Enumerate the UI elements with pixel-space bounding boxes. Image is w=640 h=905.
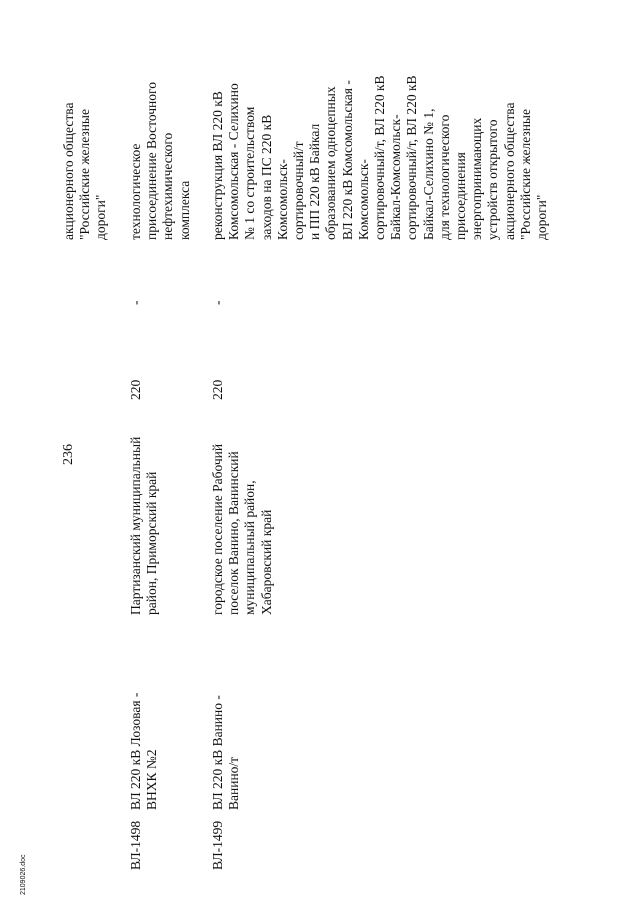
row-location: Партизанский муниципальный район, Приморский край <box>128 436 160 615</box>
row-line-name: ВЛ 220 кВ Ванино - Ванино/т <box>210 695 242 810</box>
footer-filename: 2109026.doc <box>20 854 27 895</box>
row-code: ВЛ-1498 <box>128 820 143 870</box>
row-code: ВЛ-1499 <box>210 820 225 870</box>
row-voltage: 220 <box>128 379 143 400</box>
row-voltage: 220 <box>210 379 225 400</box>
row-purpose: технологическое присоединение Восточного нефтехимического комплекса <box>128 82 192 240</box>
page-number: 236 <box>61 444 76 465</box>
row-line-name: ВЛ 220 кВ Лозовая - ВНХК №2 <box>128 692 160 810</box>
row-purpose: реконструкция ВЛ 220 кВ Комсомольская - Селихино № 1 со строительством заходов на ПС 220 кВ Комсомольск- сортировочный/т и ПП 220 кВ Байкал образованием одноцепных ВЛ 220 кВ Комсомольская - Комсомольск- сортировочный/т, ВЛ 220 кВ Байкал-Комсомольск- сортировочный/т, ВЛ 220 кВ Байкал-Селихино № 1, для технологического присоединения энергопринимающих устройств открытого акционерного общества "Российские железные дороги" <box>210 75 550 240</box>
row-dash: - <box>128 300 143 305</box>
row-dash: - <box>210 300 225 305</box>
row-location: городское поселение Рабочий поселок Ванино, Ванинский муниципальный район, Хабаровский край <box>210 443 274 615</box>
prev-row-purpose: акционерного общества "Российские железные дороги" <box>61 102 109 240</box>
